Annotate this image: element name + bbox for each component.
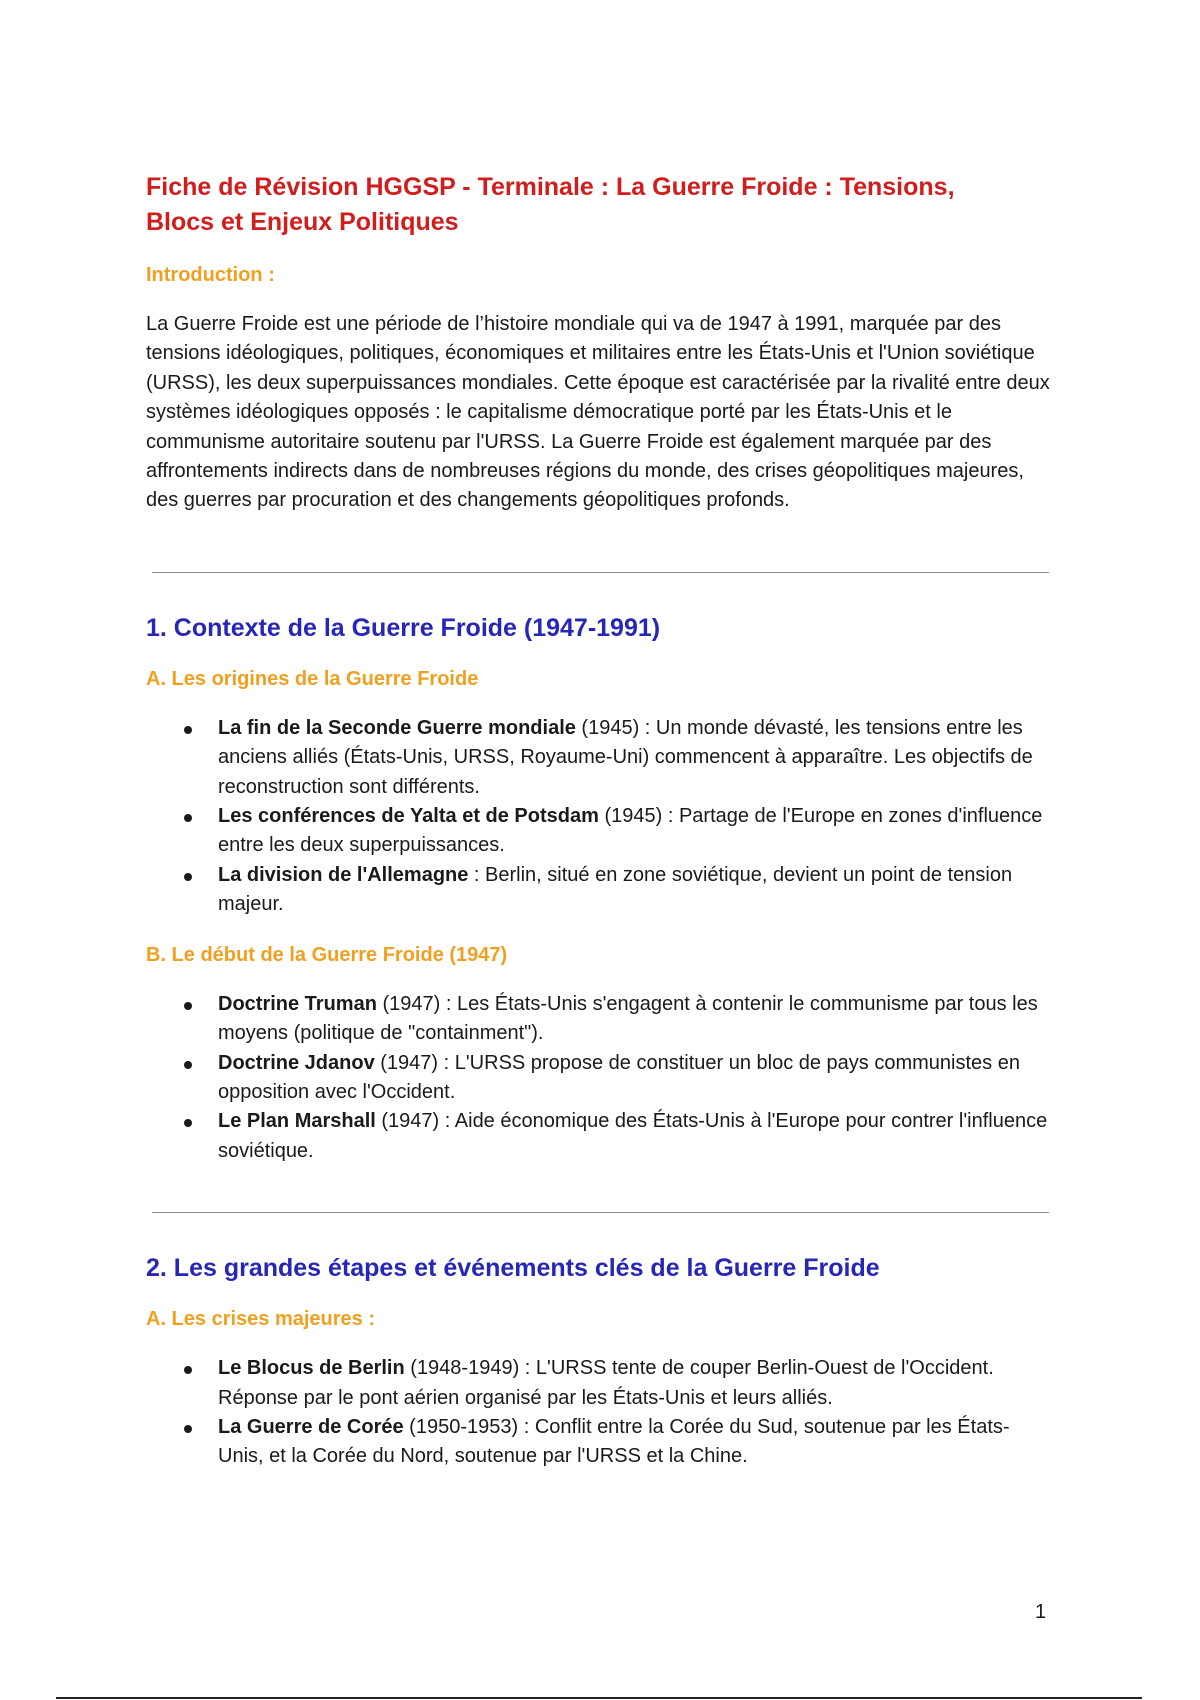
- list-item-term: La division de l'Allemagne: [218, 863, 469, 886]
- list-item-term: Les conférences de Yalta et de Potsdam: [218, 805, 599, 828]
- section-1-heading: 1. Contexte de la Guerre Froide (1947-1991): [146, 613, 661, 642]
- list-item: [146, 990, 1054, 1049]
- bullet-icon: [184, 1002, 192, 1010]
- section-2-heading: 2. Les grandes étapes et événements clés de la Guerre Froide: [146, 1254, 880, 1283]
- subsection-1a-heading: A. Les origines de la Guerre Froide: [146, 667, 479, 690]
- list-item: [146, 714, 1054, 802]
- bullet-icon: [184, 814, 192, 822]
- introduction-paragraph: La Guerre Froide est une période de l’histoire mondiale qui va de 1947 à 1991, marquée par des tensions idéologiques, politiques, économiques et militaires entre les États-Unis et l'Union soviétique (URSS), les deux superpuissances mondiales. Cette époque est caractérisée par la rivalité entre deux systèmes idéologiques opposés : le capitalisme démocratique porté par les États-Unis et le communisme autoritaire soutenu par l'URSS. La Guerre Froide est également marquée par des affrontements indirects dans de nombreuses régions du monde, des crises géopolitiques majeures, des guerres par procuration et des changements géopolitiques profonds.: [146, 313, 1050, 512]
- subsection-1b-list: [146, 990, 1051, 1166]
- page-number: 1: [1035, 1601, 1047, 1623]
- subsection-2a-heading: A. Les crises majeures :: [146, 1308, 376, 1331]
- list-item-term: Le Blocus de Berlin: [218, 1357, 405, 1380]
- list-item: [146, 1354, 1054, 1413]
- bullet-icon: [184, 1425, 192, 1433]
- bullet-icon: [184, 873, 192, 881]
- list-item-text: (1947) : L'URSS propose de constituer un bloc de pays communistes en opposition avec l'Occident.: [218, 1051, 1020, 1103]
- list-item-term: Doctrine Truman: [218, 992, 377, 1015]
- document-content: [146, 170, 1051, 1494]
- page-bottom-border: [56, 1697, 1142, 1699]
- list-item-term: Doctrine Jdanov: [218, 1051, 375, 1074]
- list-item-term: La Guerre de Corée: [218, 1415, 404, 1438]
- list-item-text: (1948-1949) : L'URSS tente de couper Berlin-Ouest de l'Occident. Réponse par le pont aérien organisé par les États-Unis et leurs alliés.: [218, 1357, 994, 1409]
- subsection-1a-list: [146, 714, 1051, 920]
- section-divider: [152, 1212, 1049, 1213]
- bullet-icon: [184, 1119, 192, 1127]
- list-item: [146, 1413, 1054, 1472]
- list-item-text: (1950-1953) : Conflit entre la Corée du Sud, soutenue par les États-Unis, et la Corée du Nord, soutenue par l'URSS et la Chine.: [218, 1415, 1010, 1468]
- list-item: [146, 1049, 1054, 1108]
- list-item: [146, 1107, 1054, 1166]
- bullet-icon: [184, 726, 192, 734]
- list-item-term: Le Plan Marshall: [218, 1110, 376, 1133]
- subsection-2a-list: [146, 1354, 1051, 1472]
- introduction-heading: Introduction :: [146, 264, 275, 286]
- list-item-text: (1945) : Un monde dévasté, les tensions entre les anciens alliés (États-Unis, URSS, Royaume-Uni) commencent à apparaître. Les objectifs de reconstruction sont différents.: [218, 716, 1033, 798]
- list-item-text: (1947) : Aide économique des États-Unis à l'Europe pour contrer l'influence soviétique.: [218, 1110, 1048, 1162]
- list-item-text: : Berlin, situé en zone soviétique, devient un point de tension majeur.: [218, 863, 1013, 916]
- list-item-text: (1945) : Partage de l'Europe en zones d'influence entre les deux superpuissances.: [218, 805, 1043, 857]
- list-item-text: (1947) : Les États-Unis s'engagent à contenir le communisme par tous les moyens (politique de "containment").: [218, 992, 1038, 1045]
- list-item-term: La fin de la Seconde Guerre mondiale: [218, 716, 576, 739]
- bullet-icon: [184, 1366, 192, 1374]
- list-item: [146, 861, 1054, 920]
- section-divider: [152, 572, 1049, 573]
- subsection-1b-heading: B. Le début de la Guerre Froide (1947): [146, 943, 508, 966]
- bullet-icon: [184, 1061, 192, 1069]
- list-item: [146, 802, 1054, 861]
- document-title: Fiche de Révision HGGSP - Terminale : La Guerre Froide : Tensions, Blocs et Enjeux Politiques: [146, 173, 955, 236]
